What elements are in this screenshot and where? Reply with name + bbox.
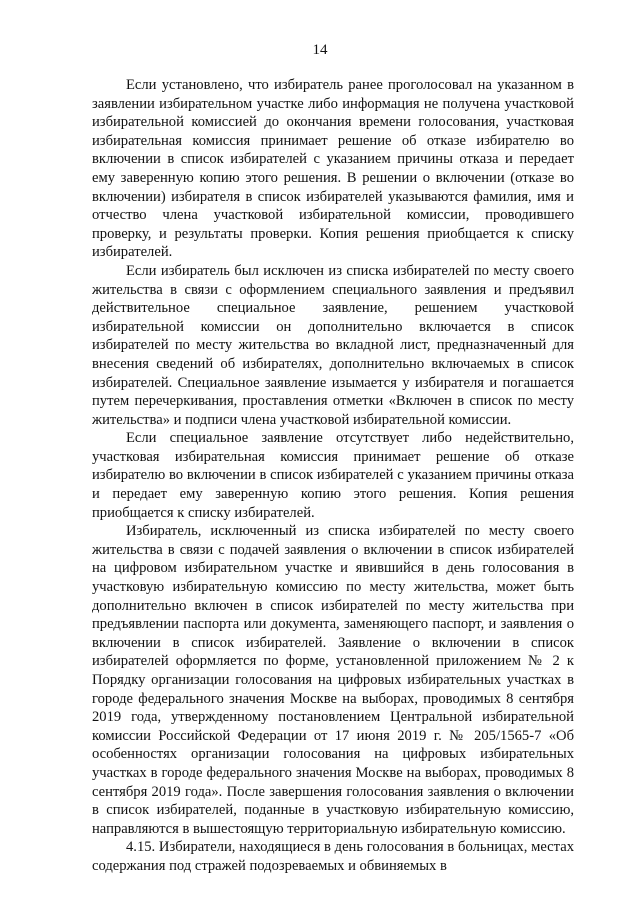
page-number: 14 xyxy=(312,42,328,58)
paragraph-2: Если избиратель был исключен из списка избирателей по месту своего жительства в связи с оформлением специального заявления и предъявил действительное специальное заявление, решением участковой избирательной комиссии он дополнительно включается в список избирателей по месту жительства во вкладной лист, предназначенный для внесения сведений об избирателях, дополнительно включаемых в список избирателей. Специальное заявление изымается у избирателя и погашается путем перечеркивания, проставления отметки «Включен в список по месту жительства» и подписи члена участковой избирательной комиссии. xyxy=(92,262,574,428)
paragraph-1: Если установлено, что избиратель ранее проголосовал на указанном в заявлении избирательном участке либо информация не получена участковой избирательной комиссией до окончания времени голосования, участковая избирательная комиссия принимает решение об отказе избирателю во включении в список избирателей с указанием причины отказа и передает ему заверенную копию этого решения. В решении о включении (отказе во включении) избирателя в список избирателей указываются фамилия, имя и отчество члена участковой избирательной комиссии, проводившего проверку, и результаты проверки. Копия решения приобщается к списку избирателей. xyxy=(92,77,574,261)
document-body xyxy=(92,76,574,876)
paragraph-3: Если специальное заявление отсутствует либо недействительно, участковая избирательная комиссия принимает решение об отказе избирателю во включении в список избирателей с указанием причины отказа и передает ему заверенную копию этого решения. Копия решения приобщается к списку избирателей. xyxy=(92,430,574,521)
paragraph-5: 4.15. Избиратели, находящиеся в день голосования в больницах, местах содержания под стражей подозреваемых и обвиняемых в xyxy=(92,839,574,874)
paragraph-4: Избиратель, исключенный из списка избирателей по месту своего жительства в связи с подачей заявления о включении в список избирателей на цифровом избирательном участке и явившийся в день голосования в участковую избирательную комиссию по месту жительства, может быть дополнительно включен в список избирателей по месту жительства при предъявлении паспорта или документа, заменяющего паспорт, и заявления о включении в список избирателей. Заявление о включении в список избирателей оформляется по форме, установленной приложением № 2 к Порядку организации голосования на цифровых избирательных участках в городе федерального значения Москве на выборах, проводимых 8 сентября 2019 года, утвержденному постановлением Центральной избирательной комиссии Российской Федерации от 17 июня 2019 г. № 205/1565-7 «Об особенностях организации голосования на цифровых избирательных участках в городе федерального значения Москве на выборах, проводимых 8 сентября 2019 года». После завершения голосования заявления о включении в список избирателей, поданные в участковую избирательную комиссию, направляются в вышестоящую территориальную избирательную комиссию. xyxy=(92,523,574,837)
